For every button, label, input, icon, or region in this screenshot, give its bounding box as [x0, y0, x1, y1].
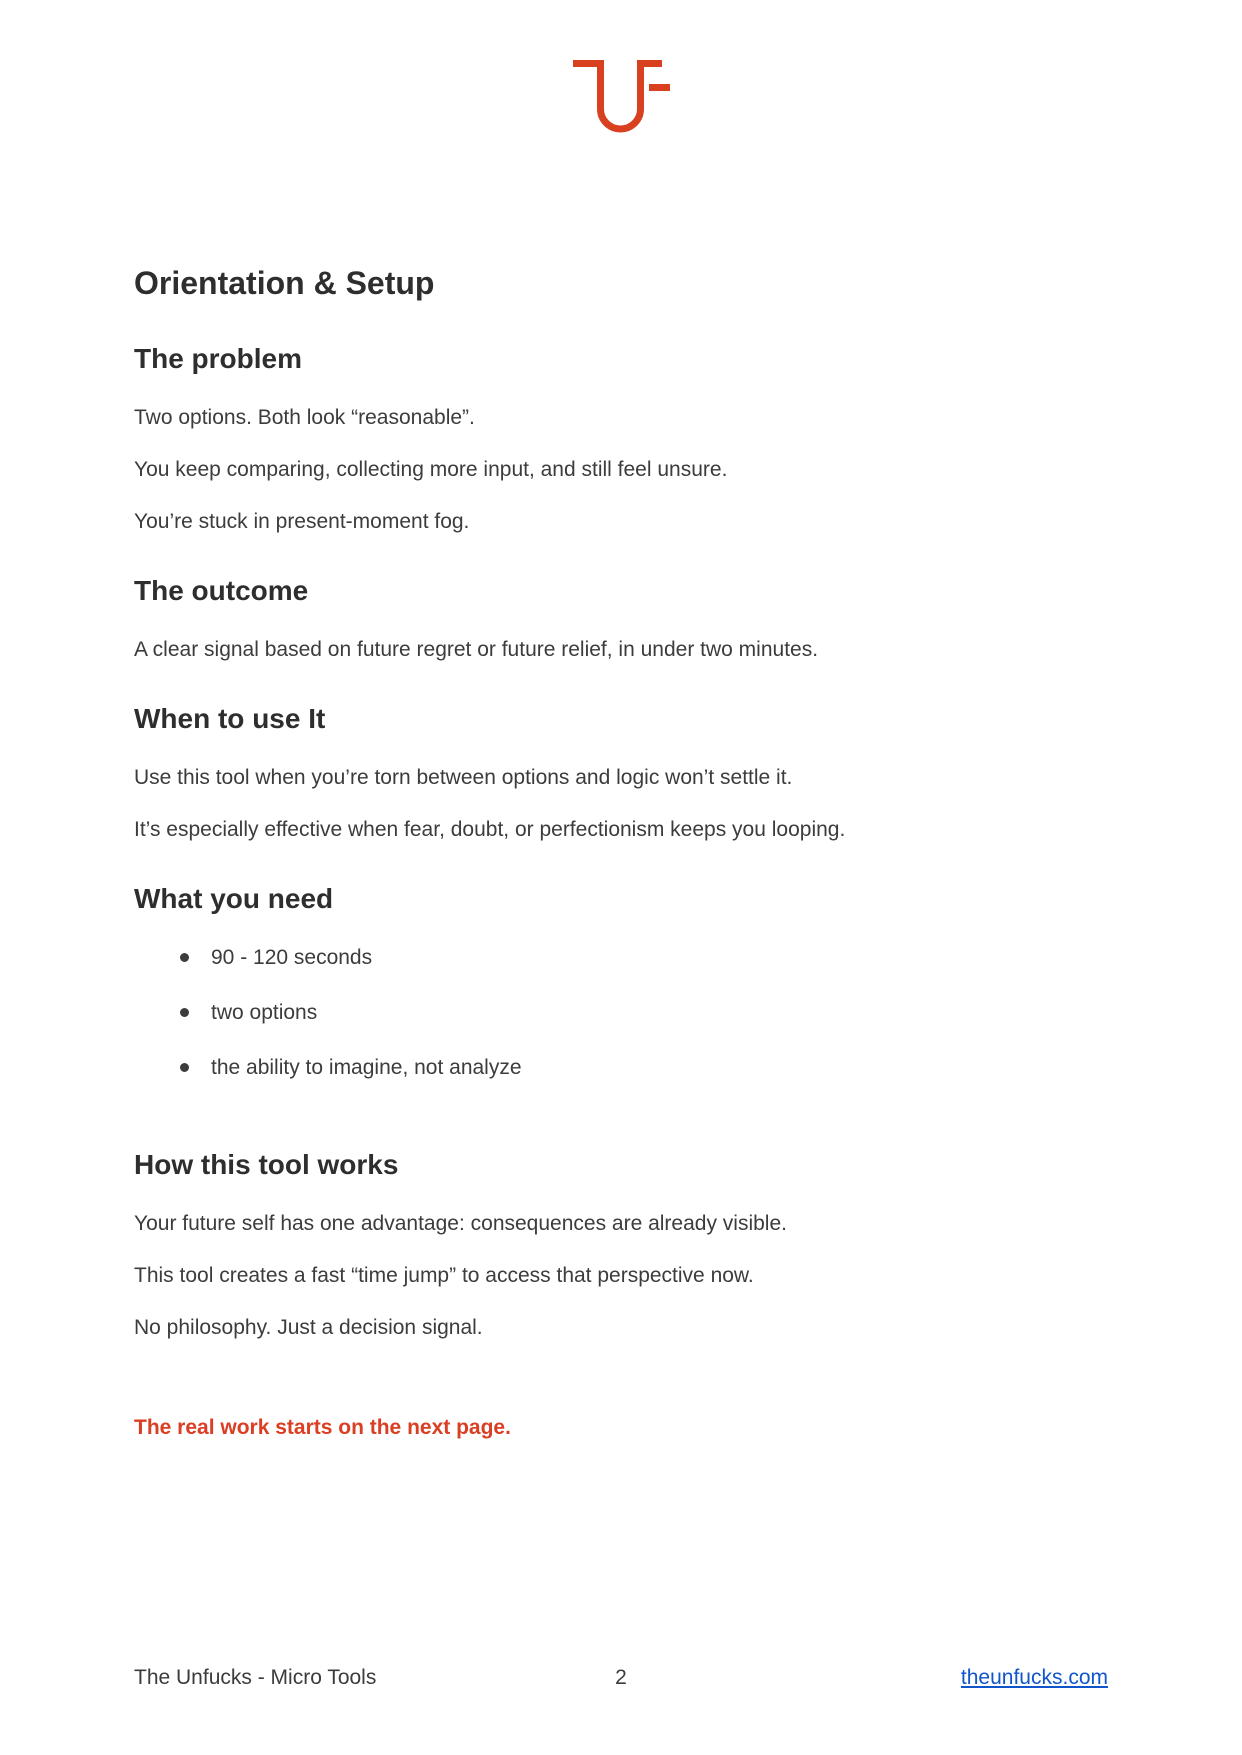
- logo-container: [0, 58, 1242, 136]
- page-footer: [134, 1664, 1108, 1692]
- bullet-icon: [180, 1008, 189, 1017]
- section-heading-the-outcome: The outcome: [134, 575, 309, 606]
- list-item-label: 90 - 120 seconds: [211, 946, 373, 969]
- page-number: 2: [615, 1666, 627, 1689]
- tuf-logo-icon: [573, 58, 670, 136]
- list-item-label: two options: [211, 1001, 318, 1024]
- paragraph: Two options. Both look “reasonable”.: [134, 406, 475, 429]
- bullet-icon: [180, 1063, 189, 1072]
- paragraph: This tool creates a fast “time jump” to access that perspective now.: [134, 1264, 754, 1287]
- paragraph: Your future self has one advantage: consequences are already visible.: [134, 1212, 787, 1235]
- section-heading-what-you-need: What you need: [134, 883, 334, 914]
- bullet-icon: [180, 953, 189, 962]
- logo-f-top-bar: [637, 60, 662, 67]
- paragraph: Use this tool when you’re torn between options and logic won’t settle it.: [134, 766, 793, 789]
- paragraph: You’re stuck in present-moment fog.: [134, 510, 470, 533]
- paragraph: A clear signal based on future regret or future relief, in under two minutes.: [134, 638, 819, 661]
- list-item: [134, 1054, 1108, 1082]
- list-item-label: the ability to imagine, not analyze: [211, 1056, 522, 1079]
- paragraph: No philosophy. Just a decision signal.: [134, 1316, 483, 1339]
- paragraph: It’s especially effective when fear, doubt, or perfectionism keeps you looping.: [134, 818, 846, 841]
- paragraph: You keep comparing, collecting more input, and still feel unsure.: [134, 458, 728, 481]
- list-item: [134, 999, 1108, 1027]
- logo-u-shape: [600, 60, 640, 129]
- document-content: [0, 262, 1242, 1442]
- section-heading-how-this-tool-works: How this tool works: [134, 1149, 399, 1180]
- footer-doc-title: The Unfucks - Micro Tools: [134, 1666, 377, 1689]
- page-title: Orientation & Setup: [134, 265, 435, 301]
- callout-text: The real work starts on the next page.: [134, 1416, 511, 1439]
- section-heading-the-problem: The problem: [134, 343, 303, 374]
- logo-f-mid-bar: [649, 84, 670, 91]
- footer-link[interactable]: theunfucks.com: [960, 1666, 1108, 1689]
- list-item: [134, 944, 1108, 972]
- section-heading-when-to-use-it: When to use It: [134, 703, 326, 734]
- needs-list: [134, 944, 1108, 1082]
